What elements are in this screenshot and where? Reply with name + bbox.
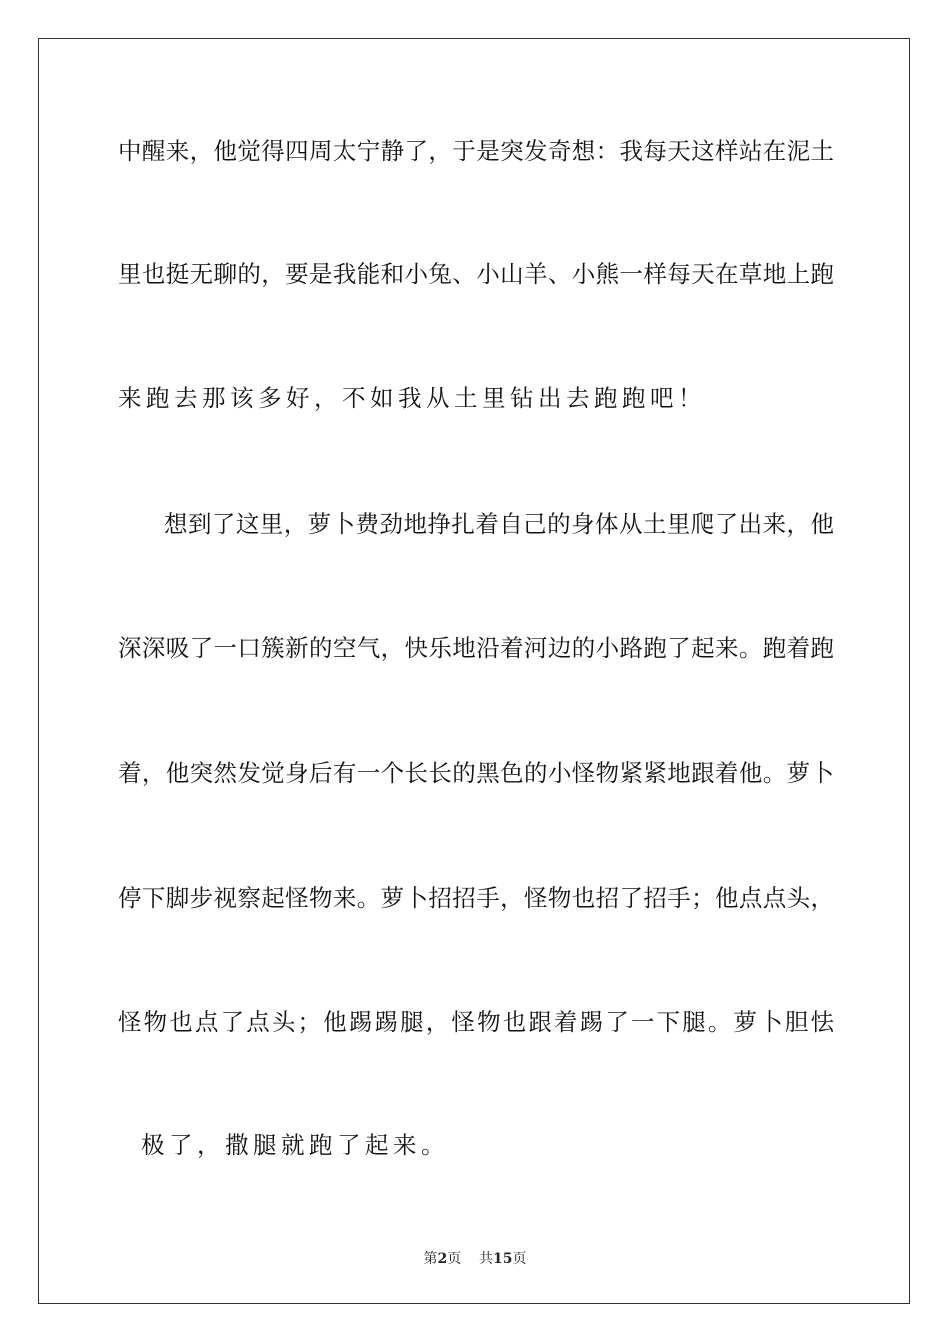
page-border bbox=[38, 38, 910, 1304]
text-line-1: 中醒来，他觉得四周太宁静了，于是突发奇想：我每天这样站在泥土 bbox=[118, 137, 834, 165]
footer-page-prefix: 第 bbox=[423, 1251, 438, 1267]
page-footer bbox=[0, 1250, 950, 1268]
footer-total-number: 15 bbox=[493, 1251, 513, 1267]
text-line-8: 怪物也点了点头；他踢踢腿，怪物也跟着踢了一下腿。萝卜胆怯 bbox=[118, 1008, 834, 1036]
text-line-4: 想到了这里，萝卜费劲地挣扎着自己的身体从土里爬了出来，他 bbox=[164, 510, 834, 538]
footer-page-suffix: 页 bbox=[447, 1251, 462, 1267]
footer-page-number: 2 bbox=[437, 1251, 448, 1267]
text-line-3: 来跑去那该多好，不如我从土里钻出去跑跑吧！ bbox=[118, 384, 706, 412]
footer-total-suffix: 页 bbox=[512, 1251, 527, 1267]
footer-total-prefix: 共 bbox=[479, 1251, 494, 1267]
text-line-7: 停下脚步视察起怪物来。萝卜招招手，怪物也招了招手；他点点头， bbox=[118, 884, 834, 912]
text-line-6: 着，他突然发觉身后有一个长长的黑色的小怪物紧紧地跟着他。萝卜 bbox=[118, 759, 834, 787]
text-line-5: 深深吸了一口簇新的空气，快乐地沿着河边的小路跑了起来。跑着跑 bbox=[118, 634, 834, 662]
text-line-2: 里也挺无聊的，要是我能和小兔、小山羊、小熊一样每天在草地上跑 bbox=[118, 260, 834, 288]
text-line-9: 极了，撒腿就跑了起来。 bbox=[141, 1131, 449, 1159]
